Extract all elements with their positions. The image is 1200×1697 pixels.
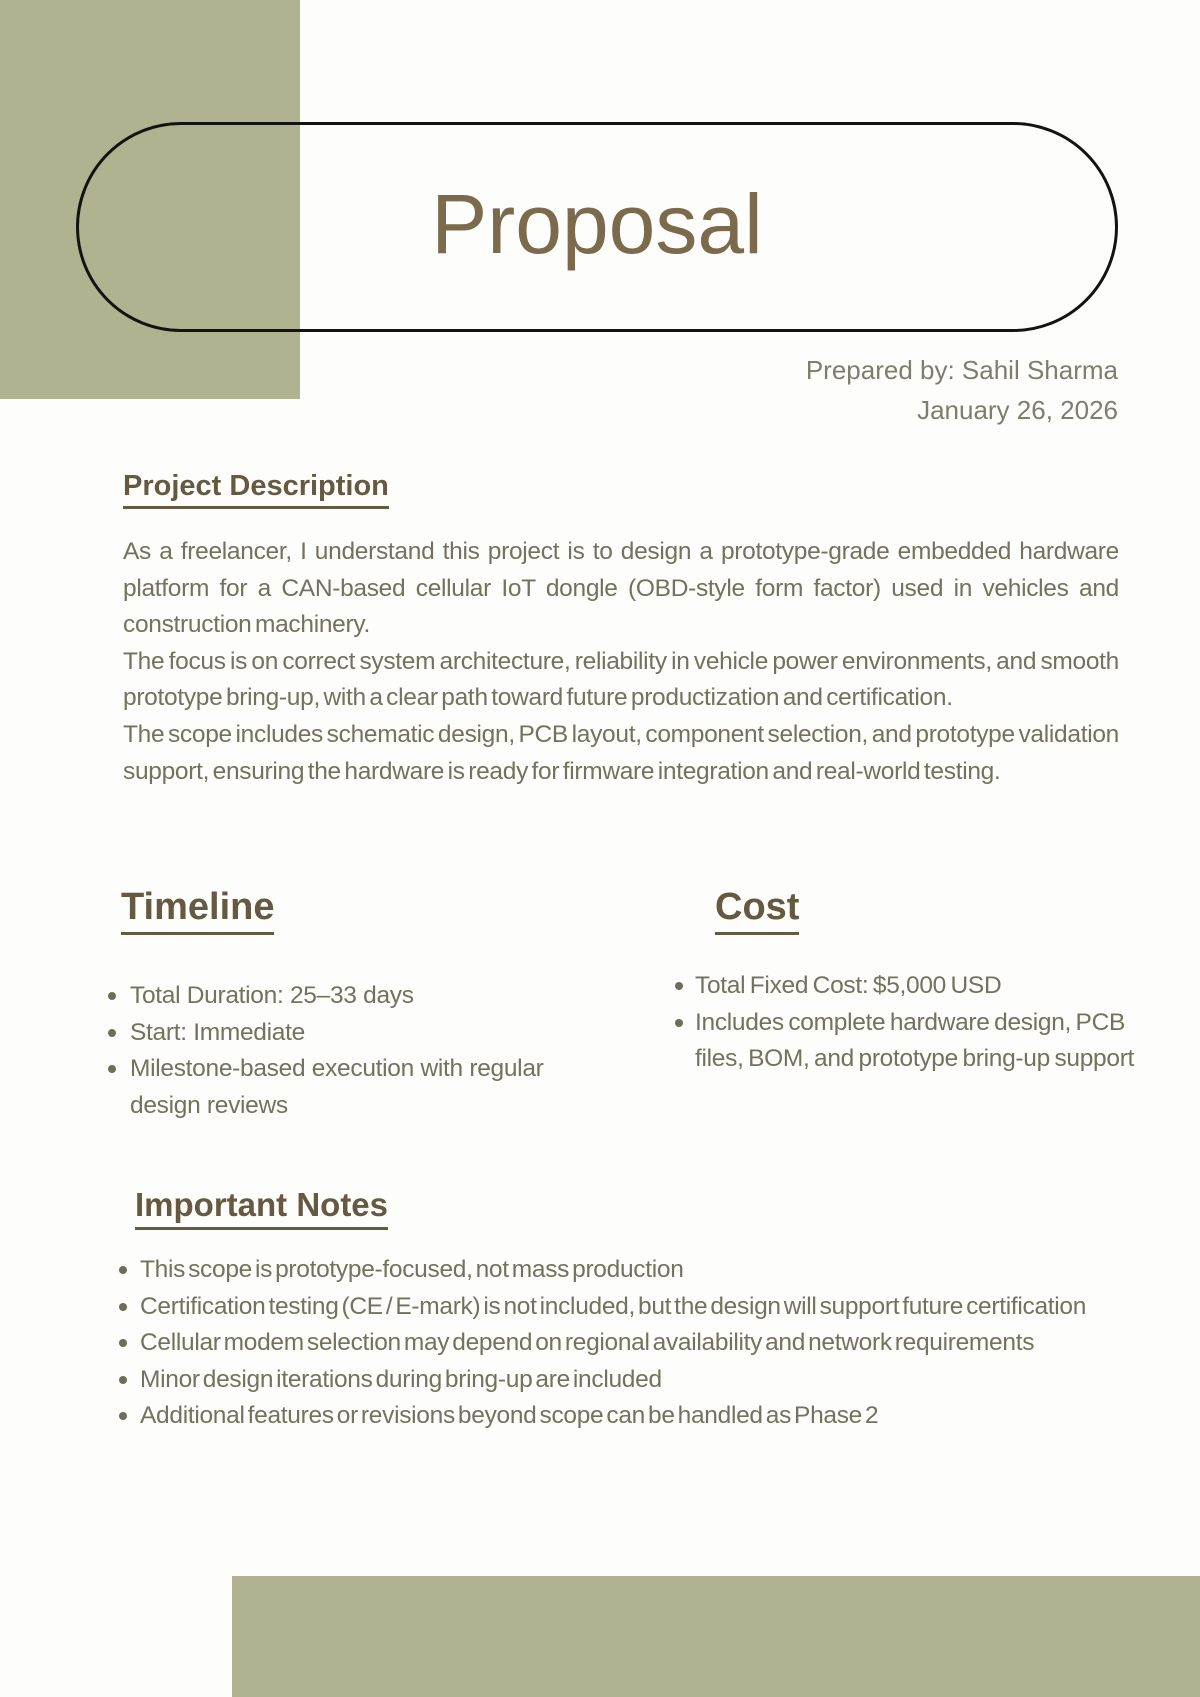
title-frame	[76, 122, 1118, 332]
list-item: Certification testing (CE / E-mark) is not included, but the design will support future certification	[116, 1289, 1124, 1326]
project-description-paragraph: As a freelancer, I understand this project is to design a prototype-grade embedded hardware platform for a CAN-based cellular IoT dongle (OBD-style form factor) used in vehicles and construction machinery.	[123, 538, 1119, 639]
section-heading-important-notes	[135, 1186, 388, 1230]
section-heading-timeline-label: Timeline	[121, 886, 274, 935]
list-item: Minor design iterations during bring-up are included	[116, 1362, 1124, 1399]
section-heading-project-description	[123, 470, 389, 509]
project-description-body	[123, 534, 1119, 790]
list-item: Includes complete hardware design, PCB files, BOM, and prototype bring-up support	[672, 1005, 1140, 1078]
prepared-by-text: Prepared by: Sahil Sharma	[805, 355, 1118, 385]
section-heading-cost	[715, 886, 799, 935]
project-description-paragraph: The scope includes schematic design, PCB layout, component selection, and prototype validation support, ensuring the hardware is ready for firmware integration and real-world testing.	[123, 720, 1119, 785]
list-item: Start: Immediate	[105, 1015, 610, 1052]
section-heading-timeline	[121, 886, 274, 935]
list-item: This scope is prototype-focused, not mass production	[116, 1252, 1124, 1289]
date-text: January 26, 2026	[917, 395, 1118, 425]
section-heading-project-description-label: Project Description	[123, 470, 389, 509]
project-description-paragraph: The focus is on correct system architecture, reliability in vehicle power environments, and smooth prototype bring-up, with a clear path toward future productization and certification.	[123, 647, 1119, 712]
section-heading-important-notes-label: Important Notes	[135, 1186, 388, 1230]
section-heading-cost-label: Cost	[715, 886, 799, 935]
page-title: Proposal	[431, 177, 763, 271]
important-notes-list	[116, 1252, 1124, 1435]
byline-block	[806, 350, 1118, 430]
list-item: Total Duration: 25–33 days	[105, 978, 610, 1015]
list-item: Cellular modem selection may depend on regional availability and network requirements	[116, 1325, 1124, 1362]
accent-block-bottom	[232, 1576, 1200, 1697]
list-item: Total Fixed Cost: $5,000 USD	[672, 968, 1140, 1005]
timeline-list	[105, 978, 610, 1124]
list-item: Additional features or revisions beyond scope can be handled as Phase 2	[116, 1398, 1124, 1435]
cost-list	[672, 968, 1140, 1078]
list-item: Milestone-based execution with regular design reviews	[105, 1051, 610, 1124]
